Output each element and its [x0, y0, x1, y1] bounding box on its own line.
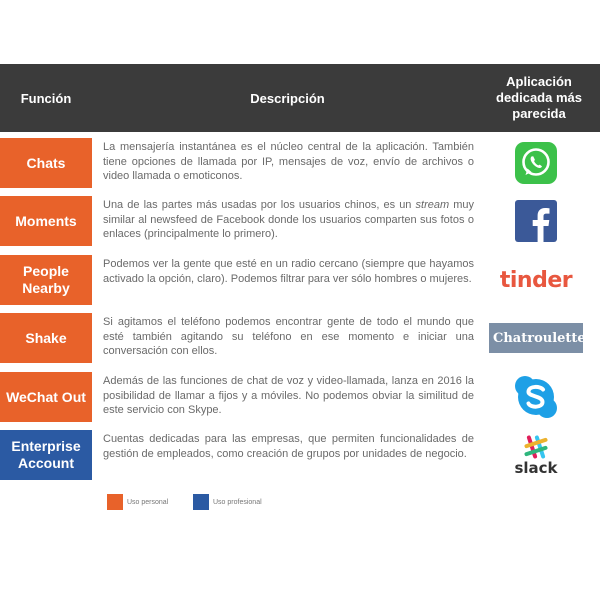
skype-logo — [493, 372, 579, 422]
table-row-moments — [0, 196, 600, 246]
stream-emphasis: stream — [415, 199, 450, 211]
table-row-enterprise-account — [0, 430, 600, 480]
table-row-people-nearby — [0, 255, 600, 305]
description-enterprise-account: Cuentas dedicadas para las empresas, que permiten funcionalidades de gestión de empleados, como creación de grupos por unidades de negocio. — [103, 433, 474, 460]
slack-wordmark: slack — [514, 459, 558, 477]
legend-swatch-professional — [193, 494, 209, 510]
tinder-wordmark: tinder — [499, 267, 573, 293]
legend-label-professional: Uso profesional — [213, 498, 262, 506]
tinder-logo — [493, 255, 579, 305]
function-label-moments: Moments — [0, 196, 92, 246]
function-label-wechat-out: WeChat Out — [0, 372, 92, 422]
facebook-logo — [493, 196, 579, 246]
function-label-enterprise-account: Enterprise Account — [0, 430, 92, 480]
description-chats: La mensajería instantánea es el núcleo central de la aplicación. También tiene opciones de llamada por IP, mensajes de voz, envío de archivos o video llamada o emoticonos. — [103, 141, 474, 182]
function-label-chats: Chats — [0, 138, 92, 188]
description-shake: Si agitamos el teléfono podemos encontrar gente de todo el mundo que esté también agitando su teléfono en ese momento e iniciar una conversación con ellos. — [103, 316, 474, 357]
function-label-people-nearby: People Nearby — [0, 255, 92, 305]
header-function: Función — [20, 90, 72, 106]
description-wechat-out: Además de las funciones de chat de voz y video-llamada, lanza en 2016 la posibilidad de llamar a fijos y a móviles. No podemos obviar la similitud de este servicio con Skype. — [103, 375, 474, 416]
header-description: Descripción — [250, 90, 325, 106]
table-row-shake — [0, 313, 600, 363]
table-header — [0, 64, 600, 132]
description-moments: Una de las partes más usadas por los usuarios chinos, es un stream muy similar al newsfeed de Facebook donde los usuarios comparten sus fotos o enlaces (principalmente lo primero). — [103, 199, 475, 240]
legend-personal — [107, 494, 168, 510]
table-row-wechat-out — [0, 372, 600, 422]
slack-logo — [493, 430, 579, 480]
legend-label-personal: Uso personal — [127, 498, 169, 506]
slack-hash-icon — [522, 433, 550, 461]
table-row-chats — [0, 138, 600, 188]
chatroulette-wordmark: Chatroulette — [493, 331, 586, 346]
legend-swatch-personal — [107, 494, 123, 510]
header-app: Aplicación dedicada más parecida — [496, 74, 582, 121]
legend-professional — [193, 494, 262, 510]
chatroulette-logo — [493, 313, 586, 363]
function-label-shake: Shake — [0, 313, 92, 363]
description-people-nearby: Podemos ver la gente que esté en un radio cercano (siempre que hayamos activado la opción, claro). Podemos filtrar para ver sólo hombres o mujeres. — [103, 258, 474, 285]
whatsapp-logo — [493, 138, 579, 188]
